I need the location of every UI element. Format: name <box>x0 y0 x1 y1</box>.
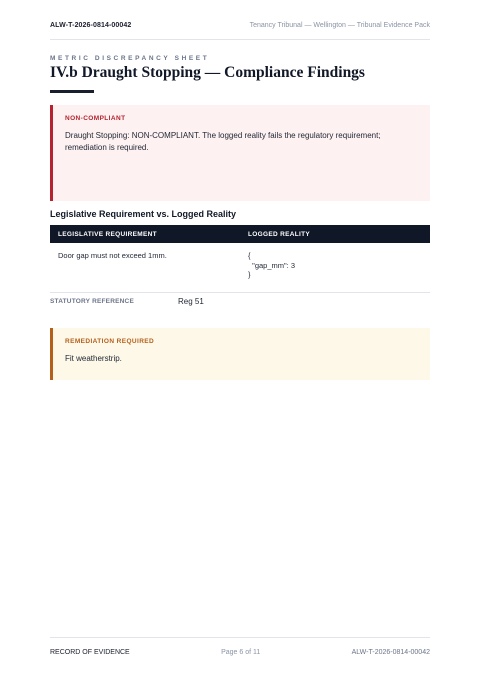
comparison-table-header <box>50 225 430 243</box>
page-footer <box>50 637 430 667</box>
json-line: } <box>248 270 251 279</box>
statutory-reference-value: Reg 51 <box>178 297 204 306</box>
noncompliant-alert <box>50 105 430 201</box>
page-number: Page 6 of 11 <box>221 649 261 656</box>
footer-record-label: RECORD OF EVIDENCE <box>50 649 130 656</box>
noncompliant-label: NON-COMPLIANT <box>65 115 126 122</box>
section-eyebrow: METRIC DISCREPANCY SHEET <box>50 55 210 62</box>
statutory-reference <box>50 297 204 306</box>
statutory-reference-label: STATUTORY REFERENCE <box>50 298 134 305</box>
remediation-label: REMEDIATION REQUIRED <box>65 338 155 345</box>
comparison-heading: Legislative Requirement vs. Logged Reality <box>50 209 237 219</box>
column-header-requirement: LEGISLATIVE REQUIREMENT <box>58 230 157 238</box>
comparison-table <box>50 225 430 293</box>
footer-document-id: ALW-T-2026-0814-00042 <box>351 649 430 656</box>
table-row <box>50 243 430 293</box>
remediation-text: Fit weatherstrip. <box>65 354 122 363</box>
column-header-logged: LOGGED REALITY <box>248 230 310 238</box>
requirement-cell: Door gap must not exceed 1mm. <box>58 251 167 260</box>
title-underline <box>50 90 94 93</box>
section-title: IV.b Draught Stopping — Compliance Findings <box>50 64 365 81</box>
logged-reality-cell <box>240 251 430 280</box>
header-context: Tenancy Tribunal — Wellington — Tribunal Evidence Pack <box>249 22 430 29</box>
json-line: { <box>248 251 251 260</box>
page-header <box>50 20 430 40</box>
json-line: "gap_mm": 3 <box>248 260 296 270</box>
remediation-alert <box>50 328 430 380</box>
noncompliant-text: Draught Stopping: NON-COMPLIANT. The logged reality fails the regulatory requirement; remediation is required. <box>65 131 381 152</box>
document-id: ALW-T-2026-0814-00042 <box>50 22 132 29</box>
